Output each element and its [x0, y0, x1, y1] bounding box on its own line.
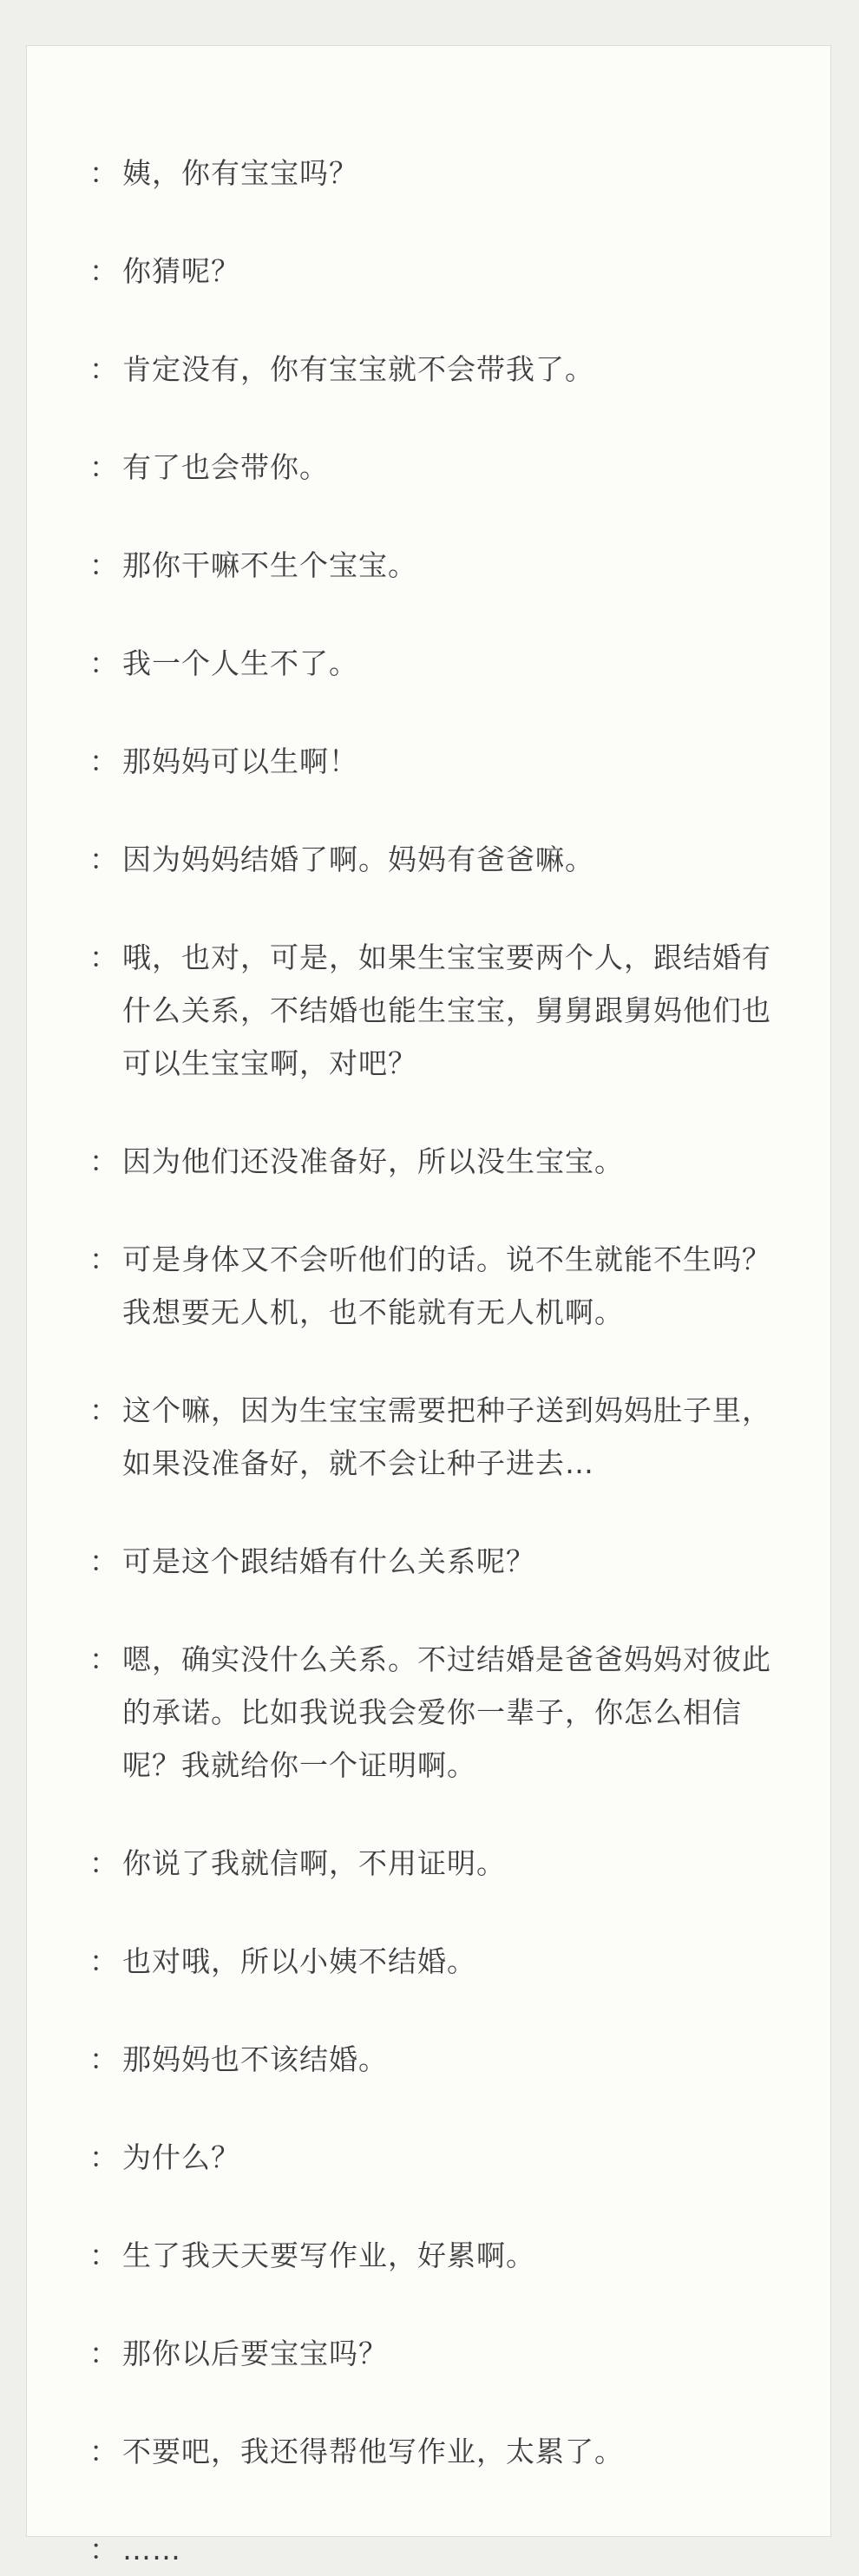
dialogue-line [89, 2033, 792, 2086]
speaker-colon: ： [89, 1642, 119, 1676]
dialogue-text: 那妈妈也不该结婚。 [122, 2042, 388, 2076]
dialogue-text: 姨，你有宝宝吗？ [122, 156, 358, 190]
speaker-colon: ： [89, 1544, 119, 1578]
speaker-colon: ： [89, 2238, 119, 2272]
dialogue-text: 哦，也对，可是，如果生宝宝要两个人，跟结婚有什么关系，不结婚也能生宝宝，舅舅跟舅妈他们也可以生宝宝啊，对吧？ [122, 941, 771, 1080]
dialogue-line [89, 1633, 792, 1792]
dialogue-text: 可是身体又不会听他们的话。说不生就能不生吗？我想要无人机，也不能就有无人机啊。 [122, 1242, 771, 1329]
speaker-colon: ： [89, 941, 119, 974]
speaker-colon: ： [89, 450, 119, 484]
speaker-colon: ： [89, 2337, 119, 2370]
speaker-colon: ： [89, 842, 119, 876]
dialogue-text: 那你干嘛不生个宝宝。 [122, 548, 417, 582]
dialogue-text: …… [122, 2533, 181, 2566]
dialogue-line [89, 1935, 792, 1988]
dialogue-line [89, 735, 792, 788]
speaker-colon: ： [89, 2042, 119, 2076]
speaker-colon: ： [89, 2533, 119, 2566]
speaker-colon: ： [89, 1944, 119, 1978]
dialogue-list [89, 147, 792, 2576]
dialogue-line [89, 1535, 792, 1588]
dialogue-card [26, 45, 831, 2566]
dialogue-line [89, 2229, 792, 2282]
dialogue-line [89, 147, 792, 200]
dialogue-text: 那你以后要宝宝吗？ [122, 2337, 388, 2370]
dialogue-text: 生了我天天要写作业，好累啊。 [122, 2238, 535, 2272]
dialogue-text: 可是这个跟结婚有什么关系呢？ [122, 1544, 535, 1578]
dialogue-line [89, 1384, 792, 1490]
dialogue-text: 我一个人生不了。 [122, 646, 358, 680]
speaker-colon: ： [89, 548, 119, 582]
dialogue-line [89, 1837, 792, 1890]
dialogue-line [89, 1135, 792, 1188]
dialogue-text: 这个嘛，因为生宝宝需要把种子送到妈妈肚子里，如果没准备好，就不会让种子进去… [122, 1393, 771, 1480]
dialogue-line [89, 637, 792, 690]
dialogue-text: 你猜呢？ [122, 254, 240, 288]
speaker-colon: ： [89, 1393, 119, 1427]
dialogue-text: 有了也会带你。 [122, 450, 329, 484]
dialogue-line [89, 343, 792, 396]
dialogue-line [89, 2327, 792, 2380]
speaker-colon: ： [89, 744, 119, 778]
dialogue-text: 你说了我就信啊，不用证明。 [122, 1846, 506, 1880]
dialogue-text: 为什么？ [122, 2140, 240, 2174]
dialogue-text: 不要吧，我还得帮他写作业，太累了。 [122, 2435, 624, 2468]
speaker-colon: ： [89, 352, 119, 386]
dialogue-text: 因为妈妈结婚了啊。妈妈有爸爸嘛。 [122, 842, 594, 876]
speaker-colon: ： [89, 156, 119, 190]
dialogue-line [89, 441, 792, 494]
dialogue-text: 肯定没有，你有宝宝就不会带我了。 [122, 352, 594, 386]
speaker-colon: ： [89, 2140, 119, 2174]
dialogue-text: 那妈妈可以生啊！ [122, 744, 358, 778]
speaker-colon: ： [89, 254, 119, 288]
dialogue-line [89, 931, 792, 1090]
dialogue-line [89, 2425, 792, 2478]
dialogue-line [89, 1233, 792, 1339]
dialogue-line [89, 245, 792, 298]
dialogue-line [89, 2523, 792, 2576]
dialogue-line [89, 539, 792, 592]
dialogue-text: 也对哦，所以小姨不结婚。 [122, 1944, 476, 1978]
speaker-colon: ： [89, 1242, 119, 1276]
speaker-colon: ： [89, 2435, 119, 2468]
speaker-colon: ： [89, 1144, 119, 1178]
dialogue-line [89, 833, 792, 886]
speaker-colon: ： [89, 1846, 119, 1880]
dialogue-text: 因为他们还没准备好，所以没生宝宝。 [122, 1144, 624, 1178]
speaker-colon: ： [89, 646, 119, 680]
dialogue-line [89, 2131, 792, 2184]
dialogue-text: 嗯，确实没什么关系。不过结婚是爸爸妈妈对彼此的承诺。比如我说我会爱你一辈子，你怎么相信呢？我就给你一个证明啊。 [122, 1642, 771, 1782]
